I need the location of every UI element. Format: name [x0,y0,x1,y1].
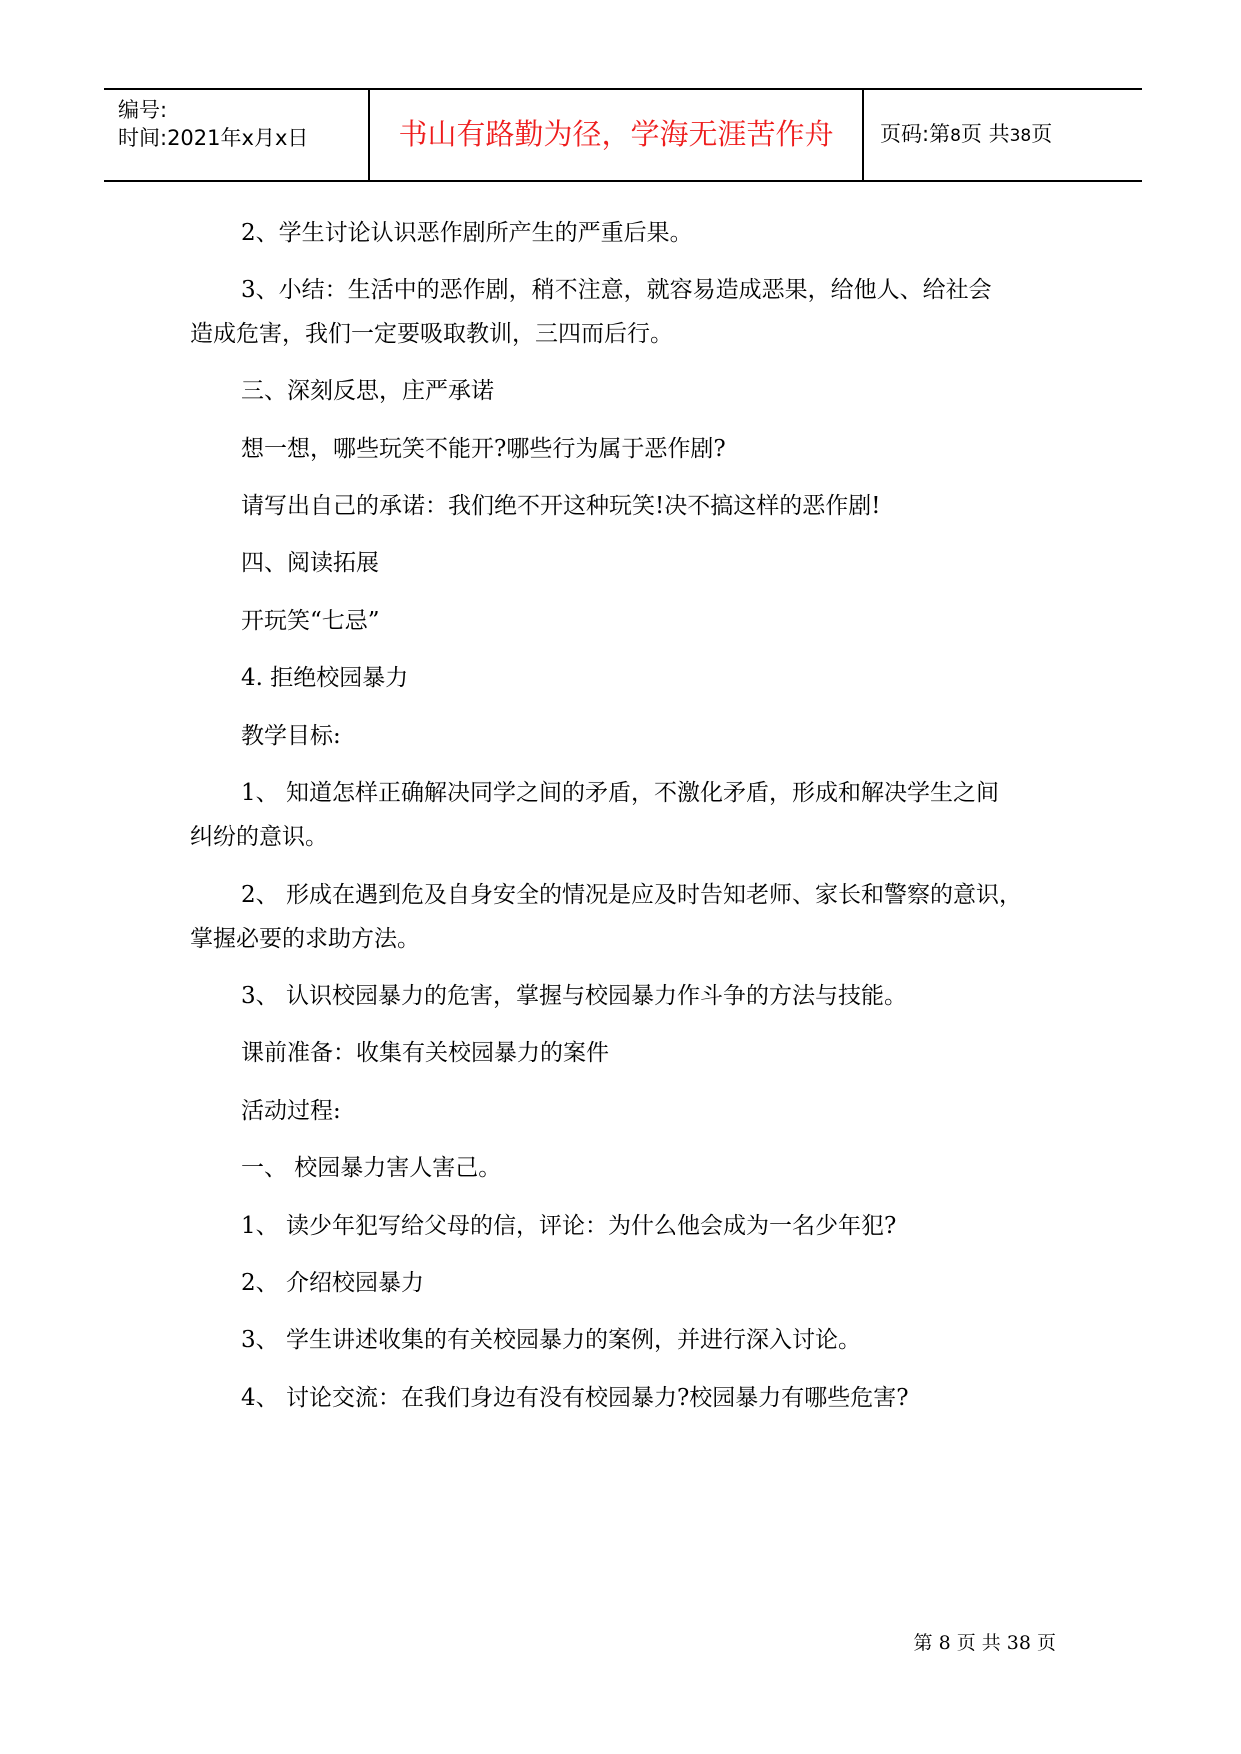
paragraph-line: 活动过程: [241,1098,341,1124]
paragraph-line: 3、 学生讲述收集的有关校园暴力的案例，并进行深入讨论。 [241,1327,861,1353]
paragraph-line: 课前准备：收集有关校园暴力的案件 [241,1040,609,1066]
paragraph-line: 造成危害，我们一定要吸取教训，三四而后行。 [190,321,673,347]
header-page-mid: 页 共 [960,122,1010,146]
paragraph-line: 3、 认识校园暴力的危害，掌握与校园暴力作斗争的方法与技能。 [241,983,907,1009]
paragraph-line: 纠纷的意识。 [190,824,328,850]
header-number-label: 编号: [118,98,168,122]
header-page-end: 页 [1031,122,1053,146]
paragraph-line: 1、 知道怎样正确解决同学之间的矛盾，不激化矛盾，形成和解决学生之间 [241,780,999,806]
paragraph-line: 四、阅读拓展 [241,550,379,576]
paragraph-line: 掌握必要的求助方法。 [190,926,420,952]
paragraph-line: 3、小结：生活中的恶作剧，稍不注意，就容易造成恶果，给他人、给社会 [241,277,992,303]
paragraph-line: 2、 介绍校园暴力 [241,1270,424,1296]
paragraph-line: 4、 讨论交流：在我们身边有没有校园暴力?校园暴力有哪些危害? [241,1385,909,1411]
paragraph-line: 2、 形成在遇到危及自身安全的情况是应及时告知老师、家长和警察的意识， [241,882,1022,908]
paragraph-line: 三、深刻反思，庄严承诺 [241,378,494,404]
paragraph-line: 开玩笑“七忌” [241,608,380,634]
header-page-current: 8 [950,126,961,146]
page-header [104,88,1142,182]
header-divider-right [862,90,864,182]
header-motto: 书山有路勤为径，学海无涯苦作舟 [398,117,834,151]
header-page-total: 38 [1009,126,1032,146]
paragraph-line: 请写出自己的承诺：我们绝不开这种玩笑!决不搞这样的恶作剧! [241,493,881,519]
paragraph-line: 教学目标: [241,723,341,749]
header-time-label: 时间:2021年x月x日 [118,126,309,150]
paragraph-line: 2、学生讨论认识恶作剧所产生的严重后果。 [241,220,693,246]
section-title: 4. 拒绝校园暴力 [241,665,409,691]
paragraph-line: 1、 读少年犯写给父母的信，评论：为什么他会成为一名少年犯? [241,1213,897,1239]
paragraph-line: 想一想，哪些玩笑不能开?哪些行为属于恶作剧? [241,436,726,462]
header-page-label: 页码:第 [880,122,951,146]
paragraph-line: 一、 校园暴力害人害己。 [241,1155,502,1181]
header-page-number [880,120,1052,150]
header-meta [118,96,368,152]
page-footer: 第 8 页 共 38 页 [913,1632,1056,1654]
